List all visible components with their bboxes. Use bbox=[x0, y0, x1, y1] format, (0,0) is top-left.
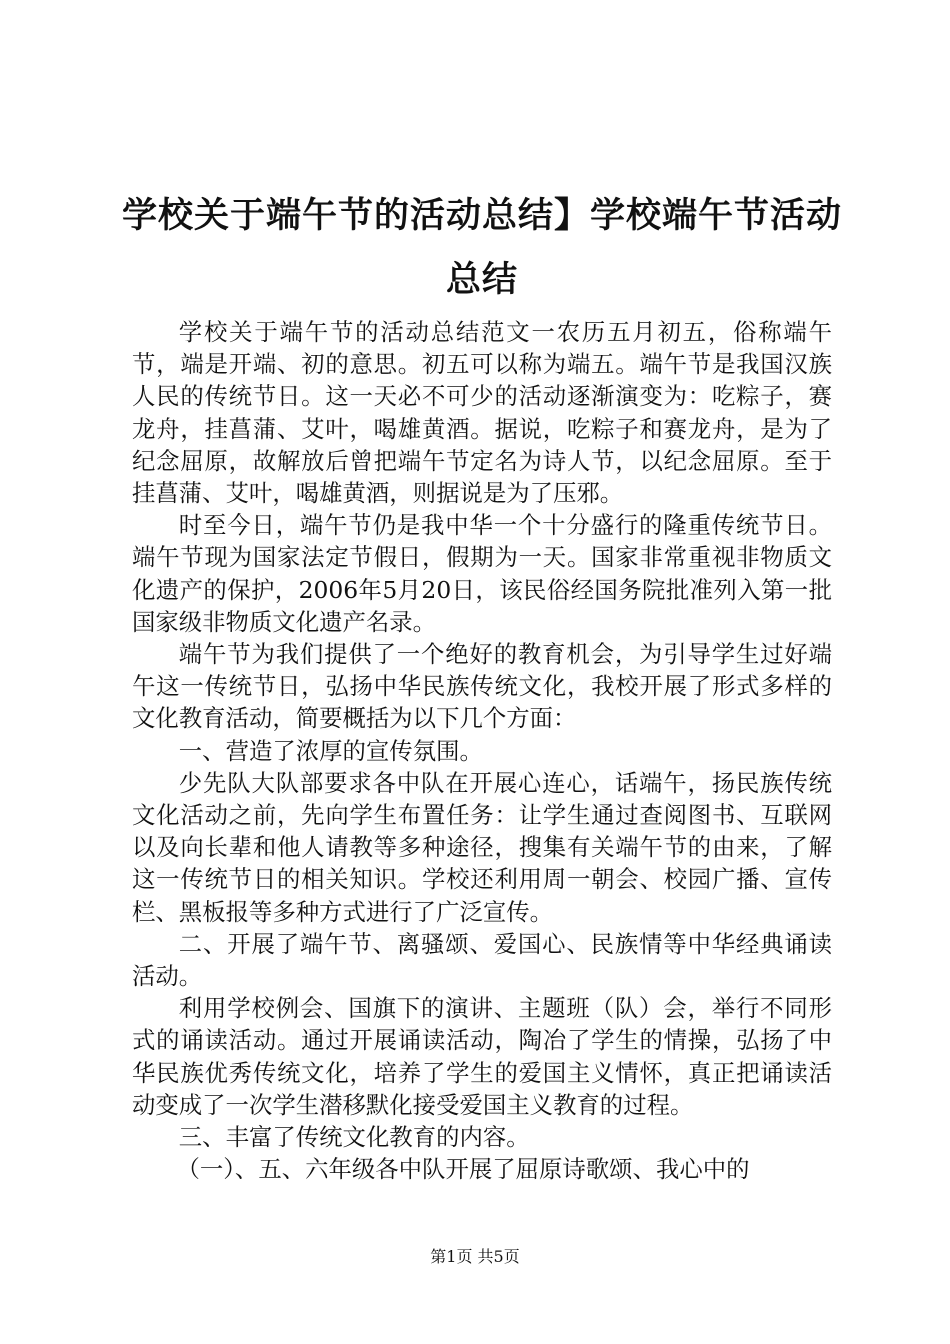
paragraph-intro: 学校关于端午节的活动总结范文一农历五月初五，俗称端午节，端是开端、初的意思。初五可以称为端五。端午节是我国汉族人民的传统节日。这一天必不可少的活动逐渐演变为：吃粽子，赛龙舟，挂菖蒲、艾叶，喝雄黄酒。据说，吃粽子和赛龙舟，是为了纪念屈原，故解放后曾把端午节定名为诗人节，以纪念屈原。至于挂菖蒲、艾叶，喝雄黄酒，则据说是为了压邪。 bbox=[132, 318, 832, 508]
paragraph-publicity: 少先队大队部要求各中队在开展心连心，话端午，扬民族传统文化活动之前，先向学生布置任务：让学生通过查阅图书、互联网以及向长辈和他人请教等多种途径，搜集有关端午节的由来，了解这一传统节日的相关知识。学校还利用周一朝会、校园广播、宣传栏、黑板报等多种方式进行了广泛宣传。 bbox=[132, 768, 832, 926]
paragraph-opportunity: 端午节为我们提供了一个绝好的教育机会，为引导学生过好端午这一传统节日，弘扬中华民族传统文化，我校开展了形式多样的文化教育活动，简要概括为以下几个方面： bbox=[132, 640, 832, 733]
page-footer: 第1页 共5页 bbox=[430, 1247, 520, 1266]
document-body bbox=[132, 316, 832, 1185]
section-heading-3: 三、丰富了传统文化教育的内容。 bbox=[178, 1123, 530, 1152]
section-heading-2: 二、开展了端午节、离骚颂、爱国心、民族情等中华经典诵读活动。 bbox=[132, 929, 832, 991]
paragraph-grades: （一）、五、六年级各中队开展了屈原诗歌颂、我心中的 bbox=[176, 1155, 750, 1184]
section-heading-1: 一、营造了浓厚的宣传氛围。 bbox=[178, 736, 483, 765]
paragraph-today: 时至今日，端午节仍是我中华一个十分盛行的隆重传统节日。端午节现为国家法定节假日，假期为一天。国家非常重视非物质文化遗产的保护，2006年5月20日，该民俗经国务院批准列入第一批国家级非物质文化遗产名录。 bbox=[132, 511, 832, 636]
paragraph-recitation: 利用学校例会、国旗下的演讲、主题班（队）会，举行不同形式的诵读活动。通过开展诵读活动，陶冶了学生的情操，弘扬了中华民族优秀传统文化，培养了学生的爱国主义情怀，真正把诵读活动变成了一次学生潜移默化接受爱国主义教育的过程。 bbox=[132, 994, 832, 1119]
document-page bbox=[122, 184, 843, 1185]
document-title: 学校关于端午节的活动总结】学校端午节活动总结 bbox=[122, 196, 843, 300]
